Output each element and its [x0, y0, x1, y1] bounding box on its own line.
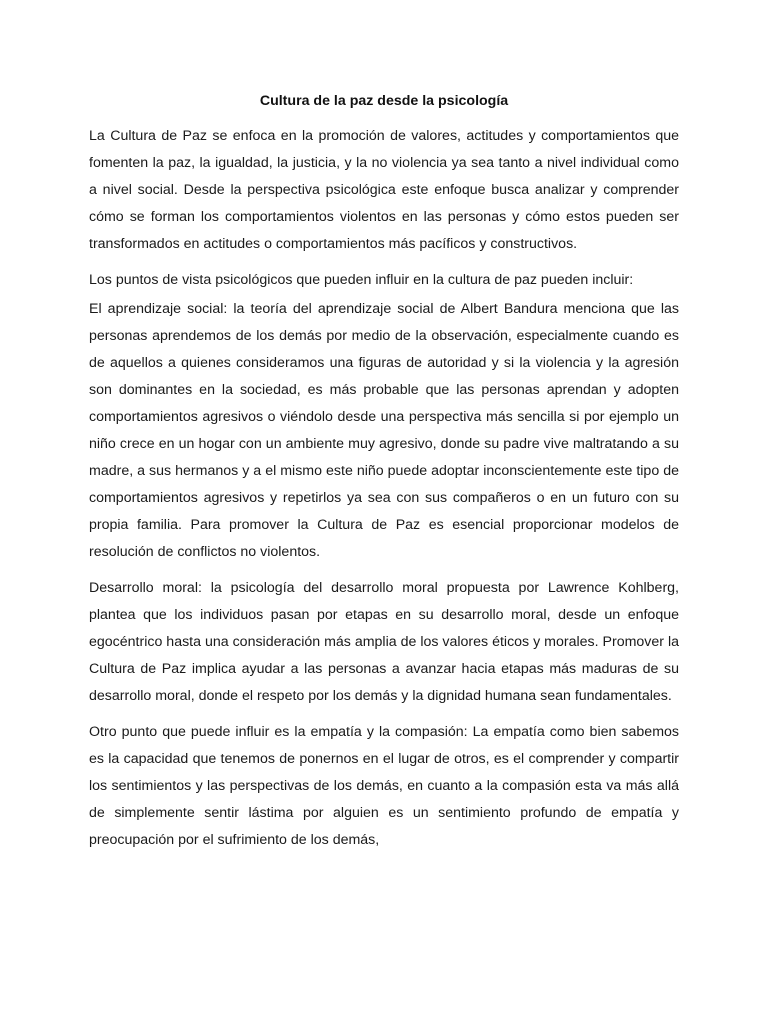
paragraph-intro: La Cultura de Paz se enfoca en la promoción de valores, actitudes y comportamientos que fomenten la paz, la igualdad, la justicia, y la no violencia ya sea tanto a nivel individual como a nivel social. Desde la perspectiva psicológica este enfoque busca analizar y comprender cómo se forman los comportamientos violentos en las personas y cómo estos pueden ser transformados en actitudes o comportamientos más pacíficos y constructivos. — [89, 128, 679, 252]
paragraph-social-learning: El aprendizaje social: la teoría del aprendizaje social de Albert Bandura menciona que las personas aprendemos de los demás por medio de la observación, especialmente cuando es de aquellos a quienes consideramos una figuras de autoridad y si la violencia y la agresión son dominantes en la sociedad, es más probable que las personas aprendan y adopten comportamientos agresivos o viéndolo desde una perspectiva más sencilla si por ejemplo un niño crece en un hogar con un ambiente muy agresivo, donde su padre vive maltratando a su madre, a sus hermanos y a el mismo este niño puede adoptar inconscientemente este tipo de comportamientos agresivos y repetirlos ya sea con sus compañeros o en un futuro con su propia familia. Para promover la Cultura de Paz es esencial proporcionar modelos de resolución de conflictos no violentos. — [89, 301, 679, 560]
document-body — [89, 88, 679, 863]
paragraph-empathy: Otro punto que puede influir es la empatía y la compasión: La empatía como bien sabemos es la capacidad que tenemos de ponernos en el lugar de otros, es el comprender y compartir los sentimientos y las perspectivas de los demás, en cuanto a la compasión esta va más allá de simplemente sentir lástima por alguien es un sentimiento profundo de empatía y preocupación por el sufrimiento de los demás, — [89, 724, 679, 848]
paragraph-moral-development: Desarrollo moral: la psicología del desarrollo moral propuesta por Lawrence Kohlberg, plantea que los individuos pasan por etapas en su desarrollo moral, desde un enfoque egocéntrico hasta una consideración más amplia de los valores éticos y morales. Promover la Cultura de Paz implica ayudar a las personas a avanzar hacia etapas más maduras de su desarrollo moral, donde el respeto por los demás y la dignidad humana sean fundamentales. — [89, 580, 679, 704]
document-title: Cultura de la paz desde la psicología — [259, 93, 509, 109]
paragraph-viewpoints: Los puntos de vista psicológicos que pueden influir en la cultura de paz pueden incluir: — [89, 272, 634, 288]
